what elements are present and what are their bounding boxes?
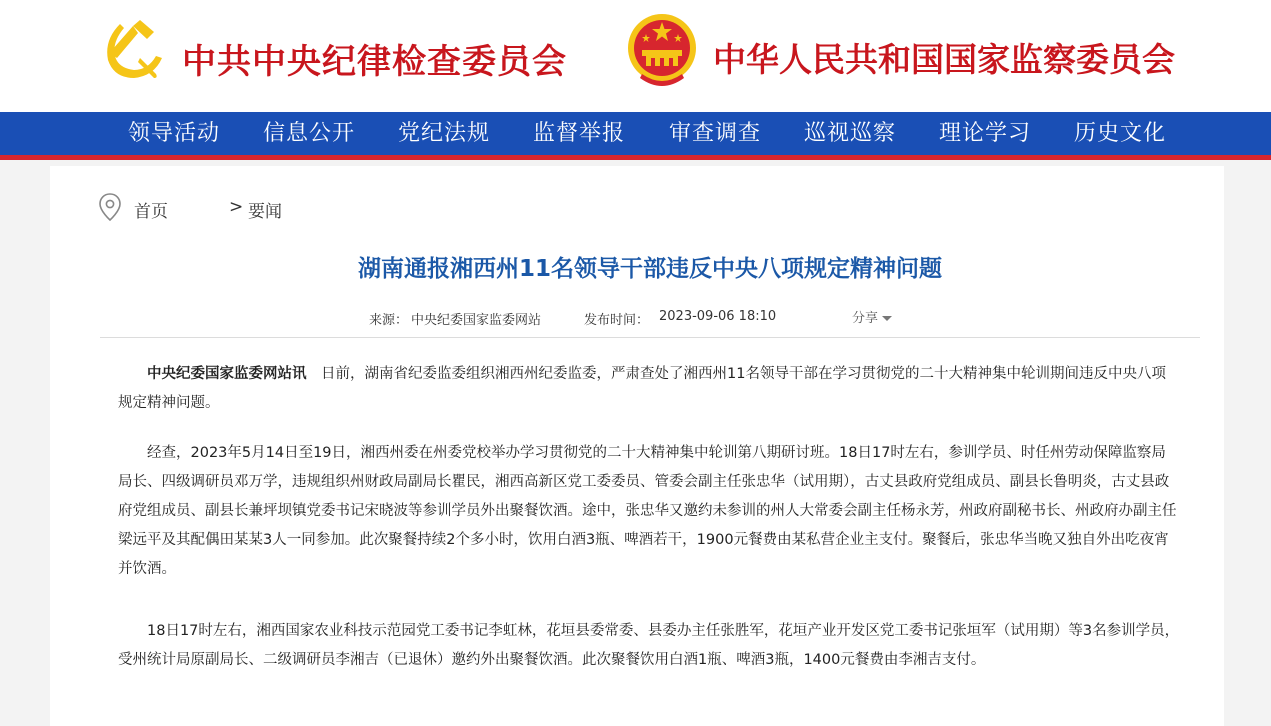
chevron-down-icon <box>882 316 892 321</box>
breadcrumb-current-link[interactable]: 要闻 <box>248 202 282 222</box>
state-commission-title: 中华人民共和国国家监察委员会 <box>713 40 1175 79</box>
breadcrumb-separator: > <box>229 197 244 217</box>
nav-item-regulations[interactable]: 党纪法规 <box>398 121 491 146</box>
source-value: 中央纪委国家监委网站 <box>411 313 542 328</box>
nav-item-inspection[interactable]: 巡视巡察 <box>804 121 897 146</box>
publish-time-label: 发布时间： <box>584 313 650 328</box>
article-paragraph-1 <box>118 360 1180 418</box>
article-title: 湖南通报湘西州11名领导干部违反中央八项规定精神问题 <box>357 256 942 282</box>
share-label: 分享 <box>852 311 879 326</box>
article-paragraph-3: 18日17时左右，湘西国家农业科技示范园党工委书记李虹林，花垣县委常委、县委办主任张胜军，花垣产业开发区党工委书记张垣军（试用期）等3名参训学员，受州统计局原副局长、二级调研员李湘吉（已退休）邀约外出聚餐饮酒。此次聚餐饮用白酒1瓶、啤酒3瓶，1400元餐费由李湘吉支付。 <box>118 623 1180 668</box>
article-panel <box>50 166 1224 726</box>
nav-item-history[interactable]: 历史文化 <box>1074 121 1167 146</box>
nav-item-investigation[interactable]: 审查调查 <box>669 121 762 146</box>
nav-item-theory[interactable]: 理论学习 <box>939 121 1032 146</box>
party-commission-title: 中共中央纪律检查委员会 <box>182 42 567 82</box>
paragraph-1-text: 日前，湖南省纪委监委组织湘西州纪委监委，严肃查处了湘西州11名领导干部在学习贯彻党的二十大精神集中轮训期间违反中央八项规定精神问题。 <box>118 366 1166 411</box>
breadcrumb-home-link[interactable]: 首页 <box>134 202 168 222</box>
dateline: 中央纪委国家监委网站讯 <box>147 366 307 382</box>
title-divider <box>100 337 1200 338</box>
nav-item-report[interactable]: 监督举报 <box>533 121 626 146</box>
nav-item-disclosure[interactable]: 信息公开 <box>263 121 356 146</box>
location-pin-icon <box>98 192 122 222</box>
main-nav <box>0 112 1271 160</box>
site-header <box>0 0 1271 112</box>
publish-time-value: 2023-09-06 18:10 <box>659 309 777 324</box>
national-emblem-icon <box>626 12 698 88</box>
share-button[interactable] <box>852 307 892 326</box>
party-emblem-icon <box>100 14 166 82</box>
nav-item-leadership[interactable]: 领导活动 <box>128 121 221 146</box>
source-label: 来源： <box>369 313 409 328</box>
article-paragraph-2: 经查，2023年5月14日至19日，湘西州委在州委党校举办学习贯彻党的二十大精神集中轮训第八期研讨班。18日17时左右，参训学员、时任州劳动保障监察局局长、四级调研员邓万学，违规组织州财政局副局长瞿民，湘西高新区党工委委员、管委会副主任张忠华（试用期），古丈县政府党组成员、副县长鲁明炎，古丈县政府党组成员、副县长兼坪坝镇党委书记宋晓波等参训学员外出聚餐饮酒。途中，张忠华又邀约未参训的州人大常委会副主任杨永芳，州政府副秘书长、州政府办副主任梁远平及其配偶田某某3人一同参加。此次聚餐持续2个多小时，饮用白酒3瓶、啤酒若干，1900元餐费由某私营企业主支付。聚餐后，张忠华当晚又独自外出吃夜宵并饮酒。 <box>118 445 1177 577</box>
